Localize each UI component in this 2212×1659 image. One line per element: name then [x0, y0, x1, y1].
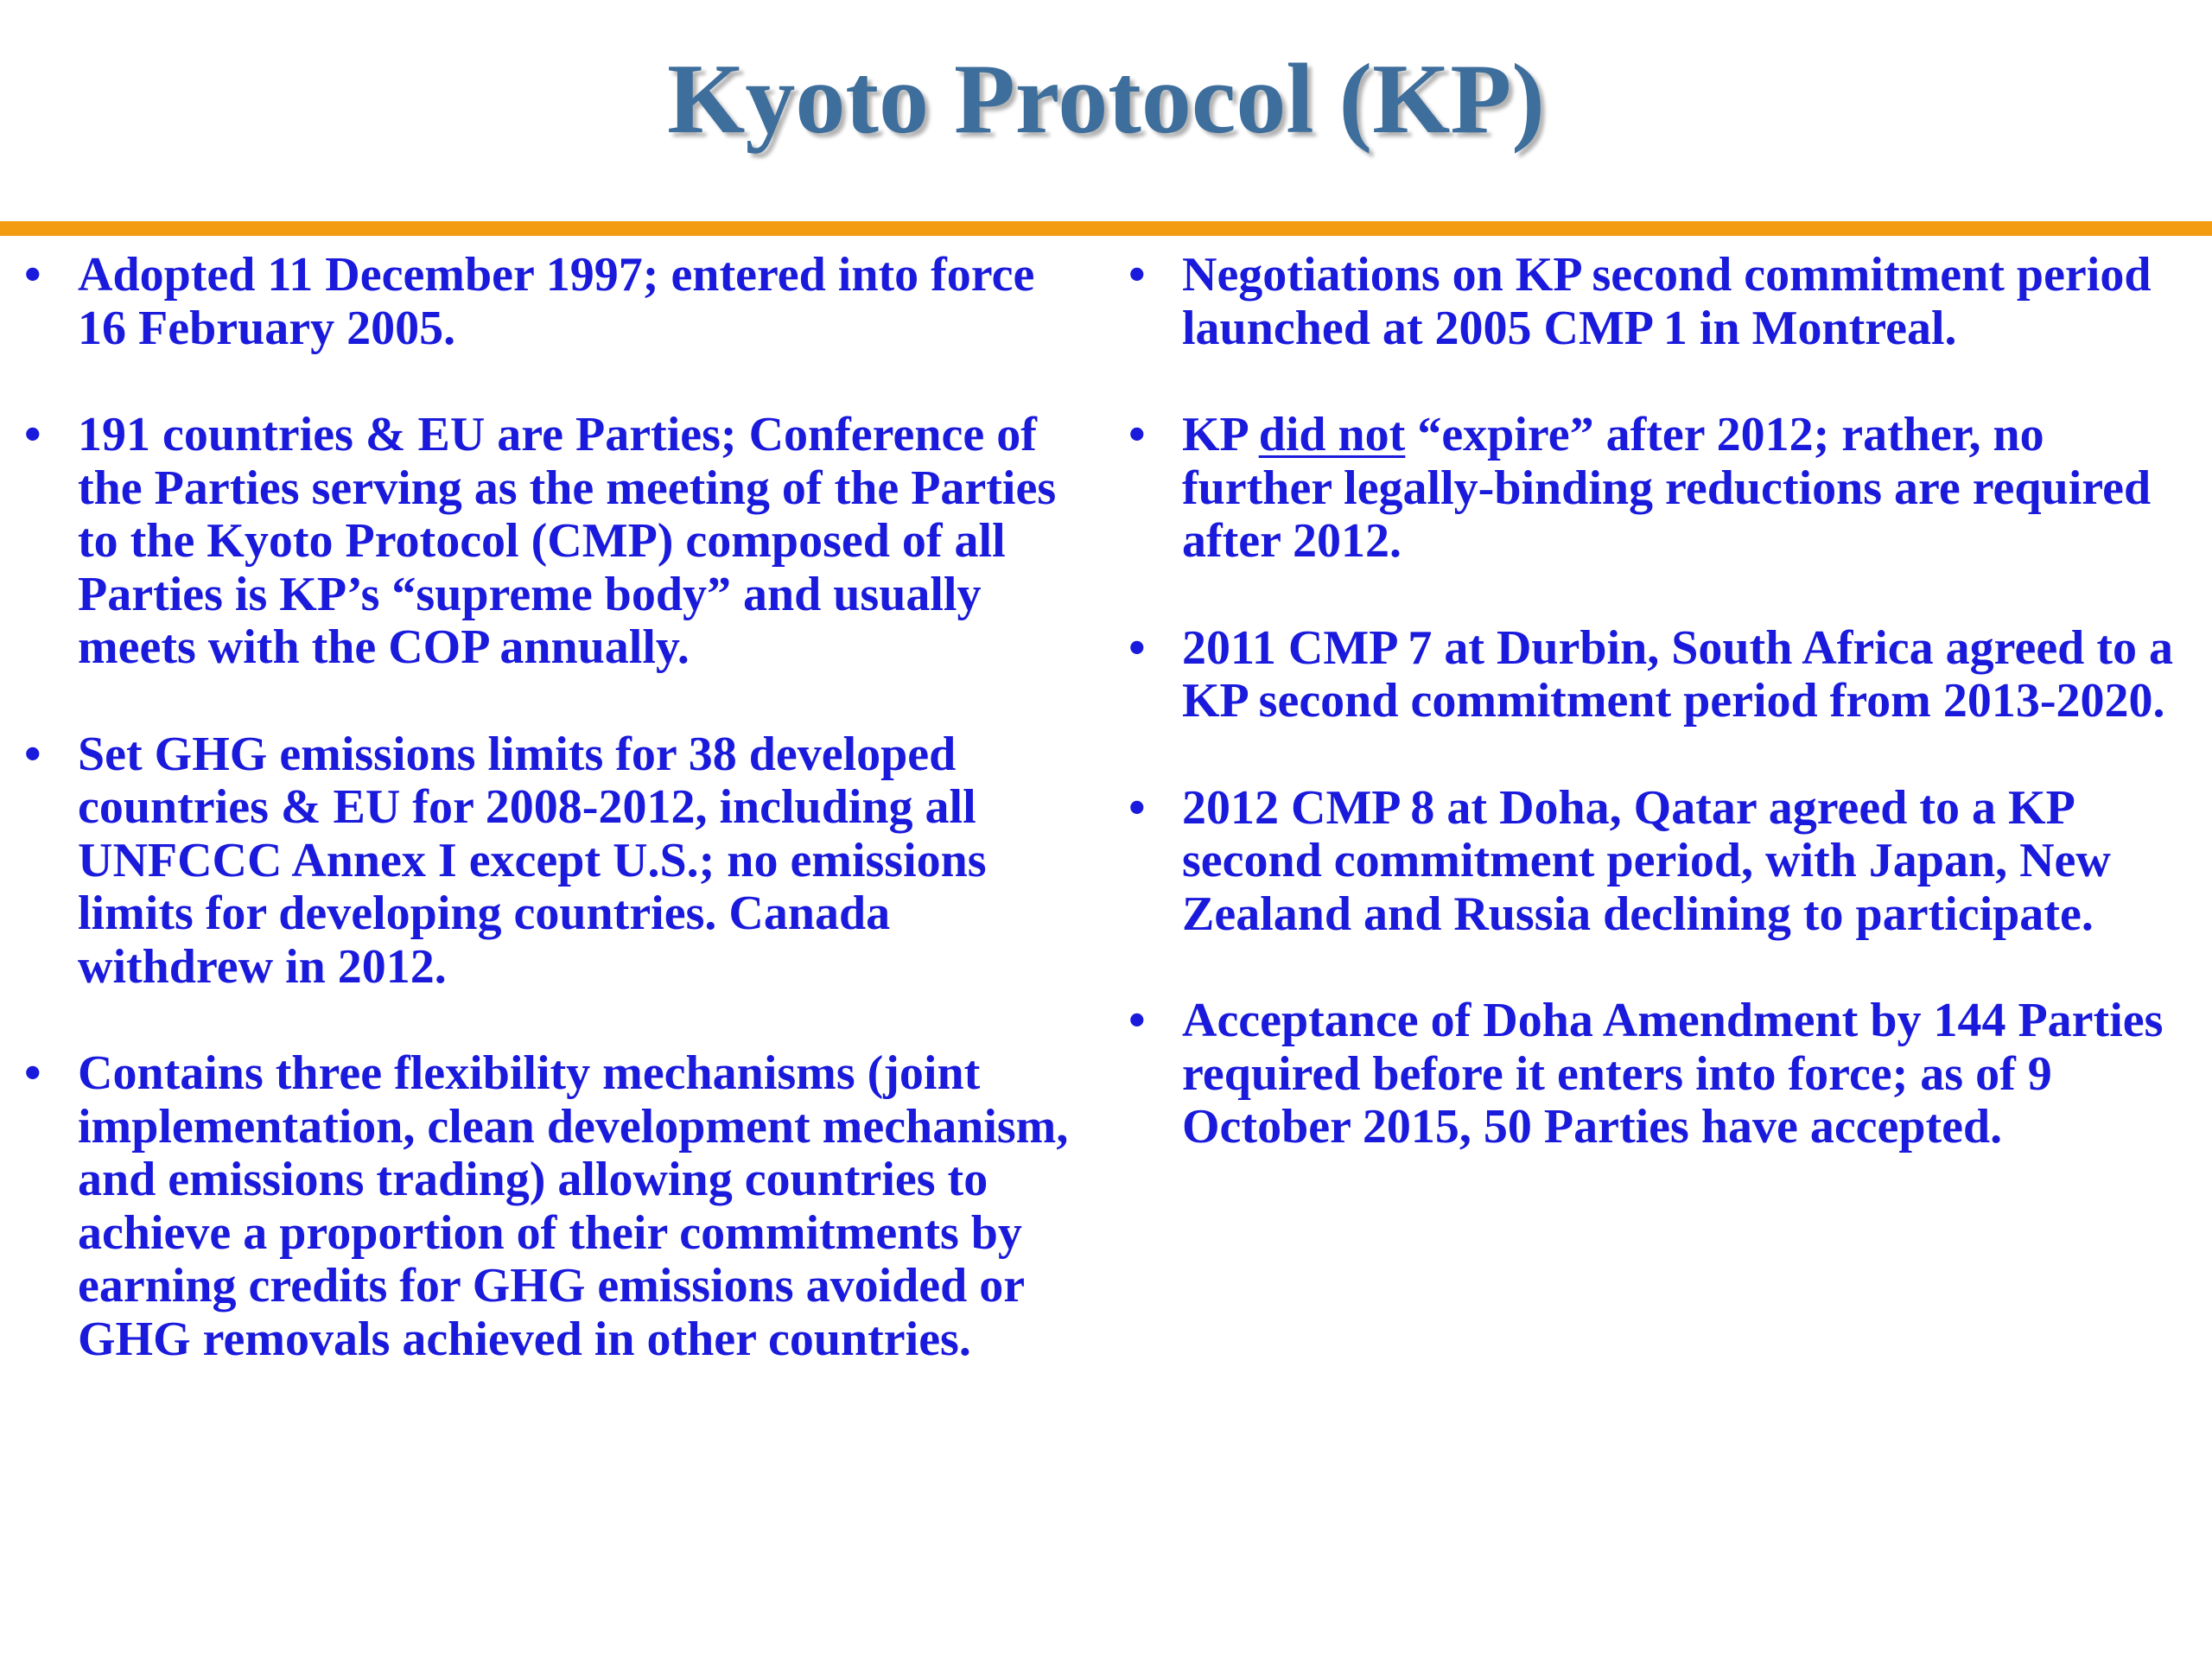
- bullet-dot: •: [24, 248, 41, 302]
- bullet-item: [1128, 995, 2191, 1154]
- bullet-item: [1128, 249, 2191, 355]
- bullet-text: Negotiations on KP second commitment period launched at 2005 CMP 1 in Montreal.: [1182, 248, 2152, 355]
- bullet-item: [24, 409, 1078, 675]
- bullet-dot: •: [24, 1046, 41, 1100]
- bullet-item: [1128, 409, 2191, 569]
- slide-title: Kyoto Protocol (KP): [667, 44, 1545, 155]
- bullet-item: [24, 728, 1078, 995]
- bullet-dot: •: [1128, 620, 1146, 675]
- bullet-text: 191 countries & EU are Parties; Conference of the Parties serving as the meeting of the Parties to the Kyoto Protocol (CMP) composed of all Parties is KP’s “supreme body” and usually meets with the COP annually.: [78, 408, 1057, 674]
- bullet-text: Adopted 11 December 1997; entered into force 16 February 2005.: [78, 248, 1035, 355]
- bullet-dot: •: [1128, 780, 1146, 835]
- bullet-text: 2011 CMP 7 at Durbin, South Africa agreed to a KP second commitment period from 2013-2020.: [1182, 620, 2173, 728]
- bullet-text: Set GHG emissions limits for 38 developed countries & EU for 2008-2012, including all UNFCCC Annex I except U.S.; no emissions limits for developing countries. Canada withdrew in 2012.: [78, 727, 987, 994]
- bullet-dot: •: [1128, 994, 1146, 1047]
- right-column: [1128, 249, 2191, 1208]
- bullet-text: 2012 CMP 8 at Doha, Qatar agreed to a KP second commitment period, with Japan, New Zealand and Russia declining to participate.: [1182, 780, 2111, 941]
- bullet-dot: •: [1128, 248, 1146, 302]
- underlined-emphasis: did not: [1258, 408, 1406, 461]
- bullet-item: [24, 249, 1078, 355]
- bullet-text-lead: KP: [1182, 408, 1259, 461]
- title-divider: [0, 221, 2212, 236]
- left-column: [24, 249, 1078, 1420]
- bullet-item: [1128, 622, 2191, 728]
- bullet-dot: •: [24, 408, 41, 461]
- bullet-text-rest: “expire” after 2012; rather, no further legally-binding reductions are required after 2012.: [1182, 408, 2152, 568]
- bullet-text: [1182, 408, 2151, 568]
- bullet-text: Contains three flexibility mechanisms (joint implementation, clean development mechanism, and emissions trading) allowing countries to achieve a proportion of their commitments by earning credits for GHG emissions avoided or GHG removals achieved in other countries.: [78, 1046, 1069, 1366]
- bullet-text: Acceptance of Doha Amendment by 144 Parties required before it enters into force; as of 9 October 2015, 50 Parties have accepted.: [1182, 994, 2164, 1154]
- bullet-item: [1128, 782, 2191, 942]
- bullet-dot: •: [1128, 408, 1146, 461]
- bullet-item: [24, 1047, 1078, 1366]
- bullet-dot: •: [24, 727, 41, 781]
